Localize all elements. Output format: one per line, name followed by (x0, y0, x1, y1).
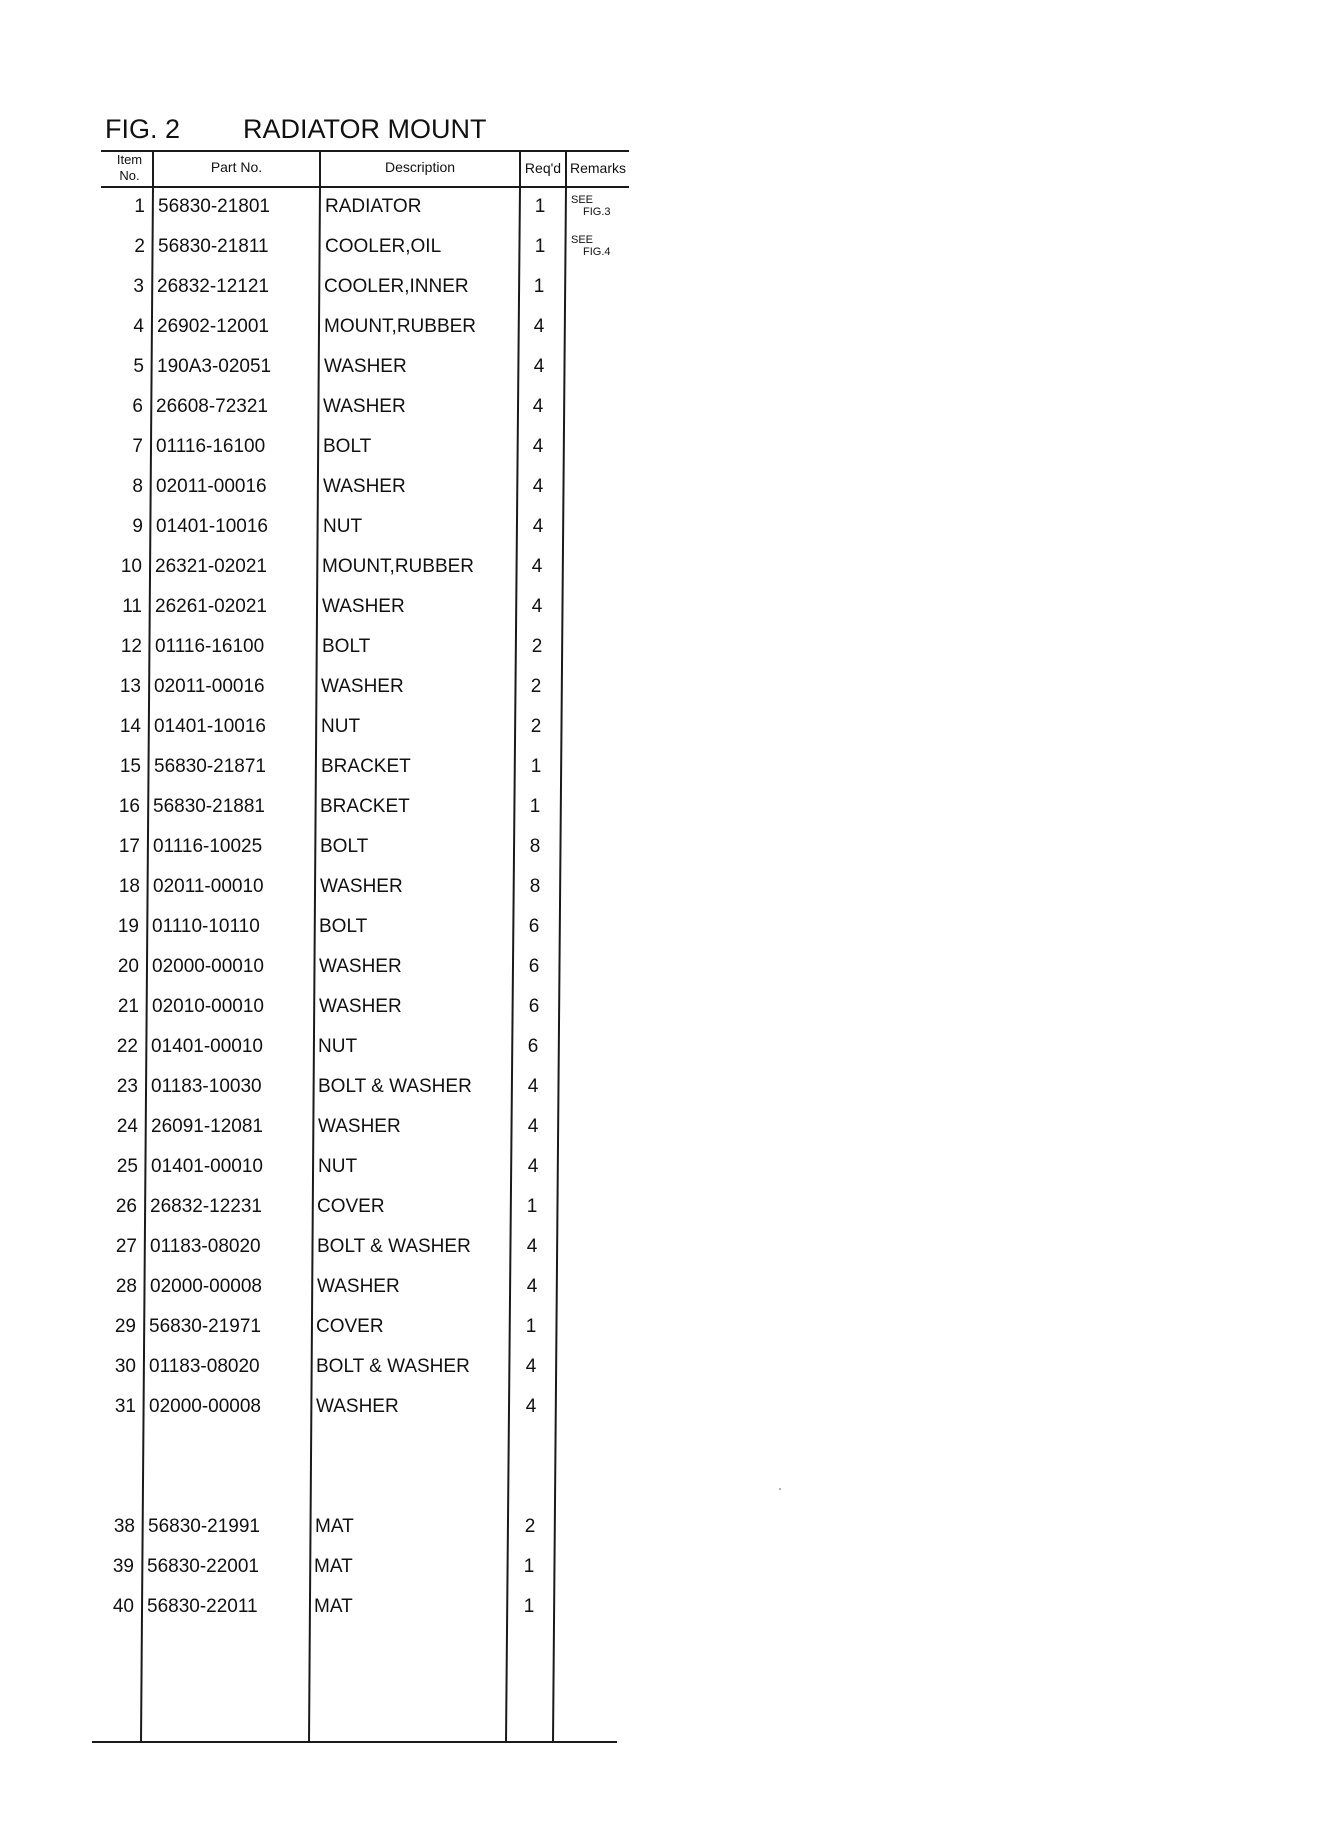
quantity-required: 2 (524, 1516, 536, 1537)
quantity-required: 1 (523, 1556, 535, 1577)
part-number: 02011-00010 (153, 876, 264, 897)
quantity-required: 4 (526, 1236, 538, 1257)
part-number: 02000-00008 (150, 1276, 262, 1297)
item-number: 29 (114, 1316, 136, 1337)
quantity-required: 1 (534, 236, 546, 257)
quantity-required: 4 (533, 316, 545, 337)
part-number: 02010-00010 (152, 996, 264, 1017)
part-number: 56830-21871 (154, 756, 266, 777)
part-number: 26608-72321 (156, 396, 268, 417)
part-description: MOUNT,RUBBER (322, 556, 475, 577)
header-part-no: Part No. (210, 159, 263, 175)
part-number: 26902-12001 (157, 316, 269, 337)
part-number: 56830-21991 (148, 1516, 260, 1537)
table-row (0, 276, 1335, 316)
table-row (0, 316, 1335, 356)
item-number: 26 (115, 1196, 137, 1217)
part-number: 56830-21971 (149, 1316, 261, 1337)
part-description: BOLT (319, 916, 368, 937)
table-row (0, 756, 1335, 796)
table-row (0, 1596, 1335, 1636)
part-description: NUT (321, 716, 361, 737)
part-number: 01116-10025 (153, 836, 263, 857)
remarks-line: FIG.4 (583, 246, 611, 258)
part-number: 02000-00010 (152, 956, 264, 977)
part-description: WASHER (319, 996, 402, 1017)
part-description: MOUNT,RUBBER (324, 316, 477, 337)
item-number: 22 (116, 1036, 138, 1057)
item-number: 27 (115, 1236, 137, 1257)
quantity-required: 4 (526, 1276, 538, 1297)
table-row (0, 1196, 1335, 1236)
part-description: WASHER (324, 356, 407, 377)
quantity-required: 8 (529, 836, 541, 857)
quantity-required: 1 (530, 756, 542, 777)
part-number: 01110-10110 (152, 916, 260, 937)
part-description: WASHER (316, 1396, 399, 1417)
quantity-required: 2 (530, 676, 542, 697)
part-description: BOLT (322, 636, 371, 657)
part-description: WASHER (317, 1276, 400, 1297)
item-number: 40 (112, 1596, 134, 1617)
part-number: 26832-12121 (157, 276, 269, 297)
item-number: 11 (122, 596, 142, 617)
part-number: 02011-00016 (154, 676, 265, 697)
part-description: NUT (323, 516, 363, 537)
item-number: 28 (115, 1276, 137, 1297)
table-row (0, 1076, 1335, 1116)
table-row (0, 796, 1335, 836)
part-description: BOLT & WASHER (318, 1076, 472, 1097)
table-row (0, 676, 1335, 716)
table-row (0, 436, 1335, 476)
part-number: 56830-21801 (158, 196, 270, 217)
part-description: BOLT (320, 836, 369, 857)
quantity-required: 4 (532, 396, 544, 417)
table-row (0, 916, 1335, 956)
item-number: 3 (133, 276, 144, 297)
quantity-required: 4 (527, 1156, 539, 1177)
part-number: 01401-00010 (151, 1036, 263, 1057)
table-row (0, 1236, 1335, 1276)
quantity-required: 1 (523, 1596, 535, 1617)
item-number: 12 (120, 636, 142, 657)
part-number: 01401-10016 (154, 716, 266, 737)
item-number: 24 (116, 1116, 138, 1137)
quantity-required: 4 (531, 596, 543, 617)
item-number: 19 (117, 916, 139, 937)
part-description: WASHER (320, 876, 403, 897)
header-item-line-2: No. (119, 168, 140, 183)
part-number: 26321-02021 (155, 556, 267, 577)
quantity-required: 1 (526, 1196, 538, 1217)
part-number: 26832-12231 (150, 1196, 262, 1217)
remarks-line: FIG.3 (583, 206, 611, 218)
part-description: BOLT (323, 436, 372, 457)
item-number: 8 (132, 476, 143, 497)
item-number: 2 (134, 236, 145, 257)
part-number: 01183-08020 (150, 1236, 261, 1257)
item-number: 31 (114, 1396, 136, 1417)
table-row (0, 516, 1335, 556)
quantity-required: 1 (533, 276, 545, 297)
part-number: 01401-00010 (151, 1156, 263, 1177)
part-number: 56830-22011 (147, 1596, 258, 1617)
quantity-required: 4 (525, 1356, 537, 1377)
scan-speck (779, 1488, 781, 1490)
quantity-required: 4 (532, 436, 544, 457)
part-number: 02011-00016 (156, 476, 267, 497)
item-number: 6 (132, 396, 143, 417)
item-number: 14 (119, 716, 141, 737)
header-reqd: Req'd (524, 160, 562, 176)
figure-title: RADIATOR MOUNT (243, 114, 487, 144)
item-number: 18 (118, 876, 140, 897)
part-number: 56830-21881 (153, 796, 265, 817)
part-description: COVER (317, 1196, 385, 1217)
item-number: 7 (132, 436, 143, 457)
quantity-required: 6 (527, 1036, 539, 1057)
table-row (0, 636, 1335, 676)
part-number: 01116-16100 (156, 436, 266, 457)
item-number: 10 (120, 556, 142, 577)
quantity-required: 1 (534, 196, 546, 217)
remarks-line: SEE (571, 234, 594, 246)
table-row (0, 1116, 1335, 1156)
table-row (0, 556, 1335, 596)
quantity-required: 4 (525, 1396, 537, 1417)
remarks (571, 194, 611, 218)
table-row (0, 1396, 1335, 1436)
part-description: WASHER (322, 596, 405, 617)
quantity-required: 4 (532, 476, 544, 497)
remarks-line: SEE (571, 194, 594, 206)
table-row (0, 1036, 1335, 1076)
quantity-required: 4 (527, 1076, 539, 1097)
part-number: 01116-16100 (155, 636, 265, 657)
table-row (0, 996, 1335, 1036)
part-description: WASHER (323, 396, 406, 417)
quantity-required: 6 (528, 996, 540, 1017)
quantity-required: 6 (528, 956, 540, 977)
item-number: 38 (113, 1516, 135, 1537)
header-description: Description (384, 159, 456, 175)
table-row (0, 1276, 1335, 1316)
part-description: WASHER (323, 476, 406, 497)
quantity-required: 2 (531, 636, 543, 657)
table-row (0, 1356, 1335, 1396)
item-number: 16 (118, 796, 140, 817)
part-description: WASHER (321, 676, 404, 697)
table-row (0, 196, 1335, 236)
item-number: 4 (133, 316, 144, 337)
item-number: 39 (112, 1556, 134, 1577)
header-item-line-1: Item (116, 152, 143, 167)
item-number: 20 (117, 956, 139, 977)
part-description: RADIATOR (325, 196, 422, 217)
part-number: 56830-22001 (147, 1556, 259, 1577)
quantity-required: 4 (527, 1116, 539, 1137)
part-description: COVER (316, 1316, 384, 1337)
table-row (0, 396, 1335, 436)
part-description: BRACKET (321, 756, 411, 777)
part-number: 190A3-02051 (157, 356, 272, 377)
part-description: NUT (318, 1036, 358, 1057)
part-number: 56830-21811 (158, 236, 269, 257)
table-row (0, 1316, 1335, 1356)
part-number: 01183-08020 (149, 1356, 260, 1377)
table-row (0, 956, 1335, 996)
quantity-required: 1 (529, 796, 541, 817)
table-row (0, 836, 1335, 876)
item-number: 21 (117, 996, 139, 1017)
part-number: 01183-10030 (151, 1076, 262, 1097)
part-description: COOLER,OIL (325, 236, 442, 257)
table-row (0, 1156, 1335, 1196)
part-description: MAT (314, 1556, 353, 1577)
table-row (0, 1516, 1335, 1556)
part-number: 26091-12081 (151, 1116, 263, 1137)
quantity-required: 4 (531, 556, 543, 577)
item-number: 30 (114, 1356, 136, 1377)
table-row (0, 876, 1335, 916)
part-description: BOLT & WASHER (317, 1236, 471, 1257)
quantity-required: 4 (532, 516, 544, 537)
quantity-required: 1 (525, 1316, 537, 1337)
remarks (571, 234, 611, 258)
item-number: 25 (116, 1156, 138, 1177)
part-number: 01401-10016 (156, 516, 268, 537)
table-row (0, 356, 1335, 396)
table-row (0, 1556, 1335, 1596)
quantity-required: 2 (530, 716, 542, 737)
part-description: WASHER (319, 956, 402, 977)
item-number: 17 (118, 836, 140, 857)
item-number: 5 (133, 356, 144, 377)
part-description: BOLT & WASHER (316, 1356, 470, 1377)
table-row (0, 596, 1335, 636)
item-number: 15 (119, 756, 141, 777)
table-row (0, 716, 1335, 756)
item-number: 13 (119, 676, 141, 697)
table-row (0, 236, 1335, 276)
part-description: MAT (314, 1596, 353, 1617)
quantity-required: 8 (529, 876, 541, 897)
quantity-required: 4 (533, 356, 545, 377)
quantity-required: 6 (528, 916, 540, 937)
table-row (0, 476, 1335, 516)
part-number: 26261-02021 (155, 596, 267, 617)
part-description: BRACKET (320, 796, 410, 817)
header-remarks: Remarks (569, 160, 626, 176)
item-number: 23 (116, 1076, 138, 1097)
part-description: COOLER,INNER (324, 276, 469, 297)
part-description: NUT (318, 1156, 358, 1177)
item-number: 9 (132, 516, 143, 537)
part-description: MAT (315, 1516, 354, 1537)
part-number: 02000-00008 (149, 1396, 261, 1417)
part-description: WASHER (318, 1116, 401, 1137)
figure-number: FIG. 2 (105, 114, 181, 144)
item-number: 1 (134, 196, 145, 217)
